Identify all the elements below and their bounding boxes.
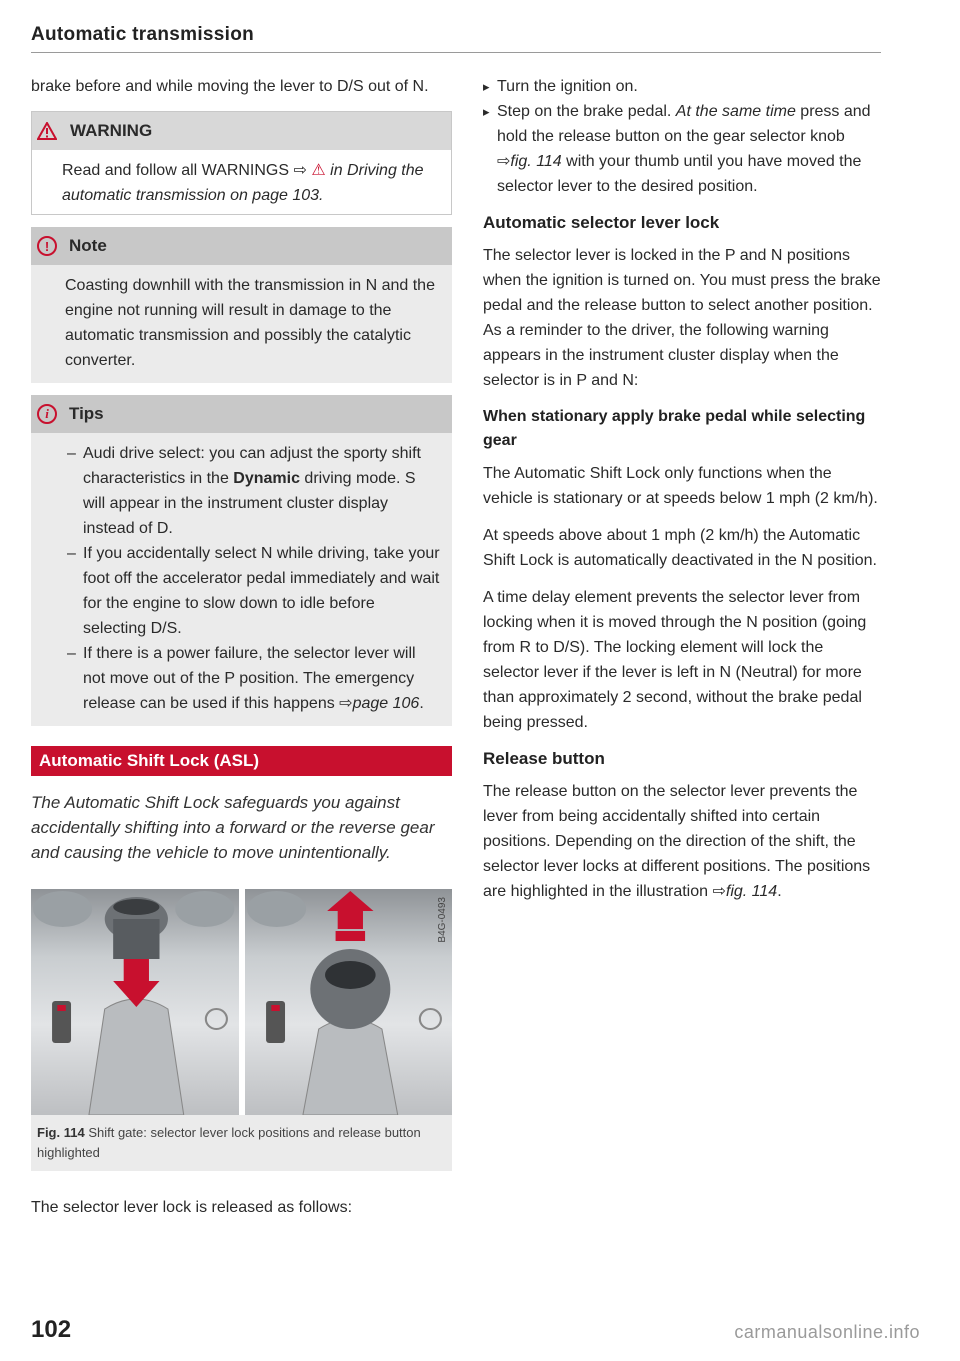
gear-lever-illustration [31,889,239,1115]
warning-inline-icon: ⚠ [311,162,326,179]
fig-ref-link[interactable]: fig. 114 [510,153,562,170]
step-item: ▸ Step on the brake pedal. At the same time press and hold the release button on the gear selector knob ⇨fig. 114 with your thumb until you have moved the selector lever to the desired position. [483,99,883,199]
paragraph-top: brake before and while moving the lever to D/S out of N. [31,78,429,95]
note-body [31,265,452,383]
figure-label: Fig. 114 [37,1125,85,1140]
section-heading: Automatic Shift Lock (ASL) [31,746,452,776]
page-ref-link[interactable]: page 106 [352,695,420,712]
arrow-ref-icon: ⇨ [339,695,353,712]
warning-header [32,112,451,150]
warning-box [31,111,452,215]
gear-lever-illustration [245,889,453,1115]
figure-image [31,889,452,1115]
tips-body [31,433,452,726]
tips-list [67,441,442,716]
tips-title: Tips [69,404,104,423]
warning-text-a: Read and follow all WARNINGS [62,162,294,179]
warning-body [32,150,451,214]
paragraph-release-button: The release button on the selector lever prevents the lever from being accidentally shifted into certain positions. Depending on the direction of the shift, the selector lever locks at different positions. The positions are highlighted in the illustration ⇨fig. 114. [483,783,871,900]
page-number: 102 [31,1316,72,1343]
steps-list [483,74,883,199]
note-title: Note [69,236,107,255]
heading-lever-lock: Automatic selector lever lock [483,213,720,232]
paragraph-lever-lock: The selector lever is locked in the P and N positions when the ignition is turned on. You must press the brake pedal and the release button to select another position. As a reminder to the driver, the following warning appears in the instrument cluster display when the selector is in P and N: [483,247,881,389]
figure-id-code: B4G-0493 [437,897,448,943]
paragraph-delay: A time delay element prevents the selector lever from locking when it is moved through the N position (going from R to D/S). The locking element will lock the selector lever if the lever is left in N (Neutral) for more than approximately 2 second, without the brake pedal being pressed. [483,589,867,731]
heading-release-button: Release button [483,749,605,768]
warning-ref-link[interactable]: in Driving the automatic transmission on page 103. [62,162,424,204]
paragraph-asl-1: The Automatic Shift Lock only functions when the vehicle is stationary or at speeds below 1 mph (2 km/h). [483,465,878,507]
note-header [31,227,452,265]
figure-caption-text: Shift gate: selector lever lock positions and release button highlighted [37,1125,421,1160]
tips-item: – If there is a power failure, the selector lever will not move out of the P position. The emergency release can be used if this happens ⇨page 106. [67,641,442,716]
paragraph-bottom: The selector lever lock is released as follows: [31,1199,353,1216]
figure-panel-left [31,889,239,1115]
figure-panel-right [245,889,453,1115]
warning-triangle-icon [36,120,58,142]
arrow-ref-icon: ⇨ [293,162,307,179]
watermark: carmanualsonline.info [734,1322,920,1342]
tips-item: – Audi drive select: you can adjust the sporty shift characteristics in the Dynamic driving mode. S will appear in the instrument cluster display instead of D. [67,441,442,541]
arrow-ref-icon: ⇨ [712,883,726,900]
heading-display-message: When stationary apply brake pedal while selecting gear [483,408,866,449]
tips-box [31,395,452,726]
header-rule [31,52,881,53]
caution-circle-icon: ! [37,236,57,256]
page-header: Automatic transmission [31,24,255,45]
paragraph-asl-2: At speeds above about 1 mph (2 km/h) the Automatic Shift Lock is automatically deactivated in the N position. [483,527,877,569]
fig-ref-link[interactable]: fig. 114 [725,883,778,900]
step-item: ▸ Turn the ignition on. [483,74,883,99]
figure-caption [31,1115,452,1171]
warning-title: WARNING [70,121,153,140]
note-box [31,227,452,383]
left-column [31,74,452,1232]
info-circle-icon: i [37,404,57,424]
tips-header [31,395,452,433]
tips-item: – If you accidentally select N while driving, take your foot off the accelerator pedal immediately and wait for the engine to slow down to idle before selecting D/S. [67,541,442,641]
arrow-ref-icon: ⇨ [497,153,511,170]
section-intro: The Automatic Shift Lock safeguards you against accidentally shifting into a forward or the reverse gear and causing the vehicle to move unintentionally. [31,793,435,862]
note-text: Coasting downhill with the transmission in N and the engine not running will result in damage to the automatic transmission and possibly the catalytic converter. [65,277,435,369]
right-column [483,74,883,916]
figure [31,889,452,1171]
